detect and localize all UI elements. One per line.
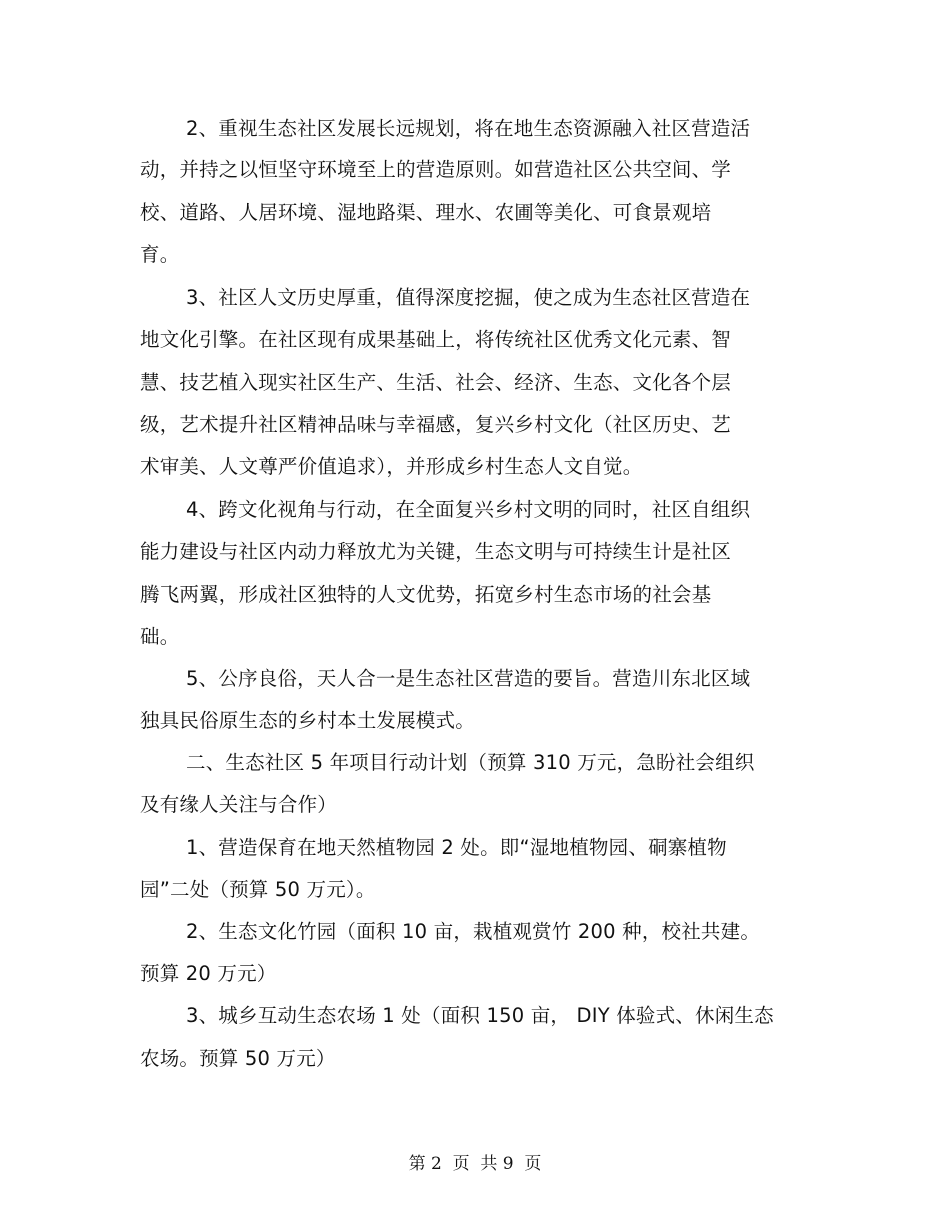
paragraph-line: 5、公序良俗，天人合一是生态社区营造的要旨。营造川东北区域 [186,667,751,690]
paragraph-line: 2、重视生态社区发展长远规划，将在地生态资源融入社区营造活 [186,117,751,140]
paragraph-line: 慧、技艺植入现实社区生产、生活、社会、经济、生态、文化各个层 [140,371,732,394]
paragraph-line: 级，艺术提升社区精神品味与幸福感，复兴乡村文化（社区历史、艺 [140,413,732,436]
section-heading-line: 二、生态社区 5 年项目行动计划（预算 310 万元，急盼社会组织 [186,751,755,774]
paragraph-line: 育。 [140,243,180,266]
list-item-line: 园”二处（预算 50 万元）。 [140,878,376,901]
list-item-line: 3、城乡互动生态农场 1 处（面积 150 亩， DIY 体验式、休闲生态 [186,1004,774,1027]
paragraph-line: 术审美、人文尊严价值追求），并形成乡村生态人文自觉。 [140,455,643,478]
list-item-line: 1、营造保育在地天然植物园 2 处。即“湿地植物园、硐寨植物 [186,836,727,859]
paragraph-line: 4、跨文化视角与行动，在全面复兴乡村文明的同时，社区自组织 [186,498,751,521]
paragraph-line: 独具民俗原生态的乡村本土发展模式。 [140,709,475,732]
section-heading-line: 及有缘人关注与合作） [140,793,338,816]
paragraph-line: 础。 [140,625,180,648]
paragraph-line: 3、社区人文历史厚重，值得深度挖掘，使之成为生态社区营造在 [186,286,751,309]
paragraph-line: 能力建设与社区内动力释放尤为关键，生态文明与可持续生计是社区 [140,540,732,563]
list-item-line: 预算 20 万元） [140,962,277,985]
list-item-line: 2、生态文化竹园（面积 10 亩，栽植观赏竹 200 种，校社共建。 [186,920,761,943]
paragraph-line: 腾飞两翼，形成社区独特的人文优势，拓宽乡村生态市场的社会基 [140,583,712,606]
page-number-footer: 第 2 页 共 9 页 [408,1154,542,1174]
paragraph-line: 动，并持之以恒坚守环境至上的营造原则。如营造社区公共空间、学 [140,158,732,181]
list-item-line: 农场。预算 50 万元） [140,1047,336,1070]
paragraph-line: 地文化引擎。在社区现有成果基础上，将传统社区优秀文化元素、智 [140,328,732,351]
paragraph-line: 校、道路、人居环境、湿地路渠、理水、农圃等美化、可食景观培 [140,201,712,224]
